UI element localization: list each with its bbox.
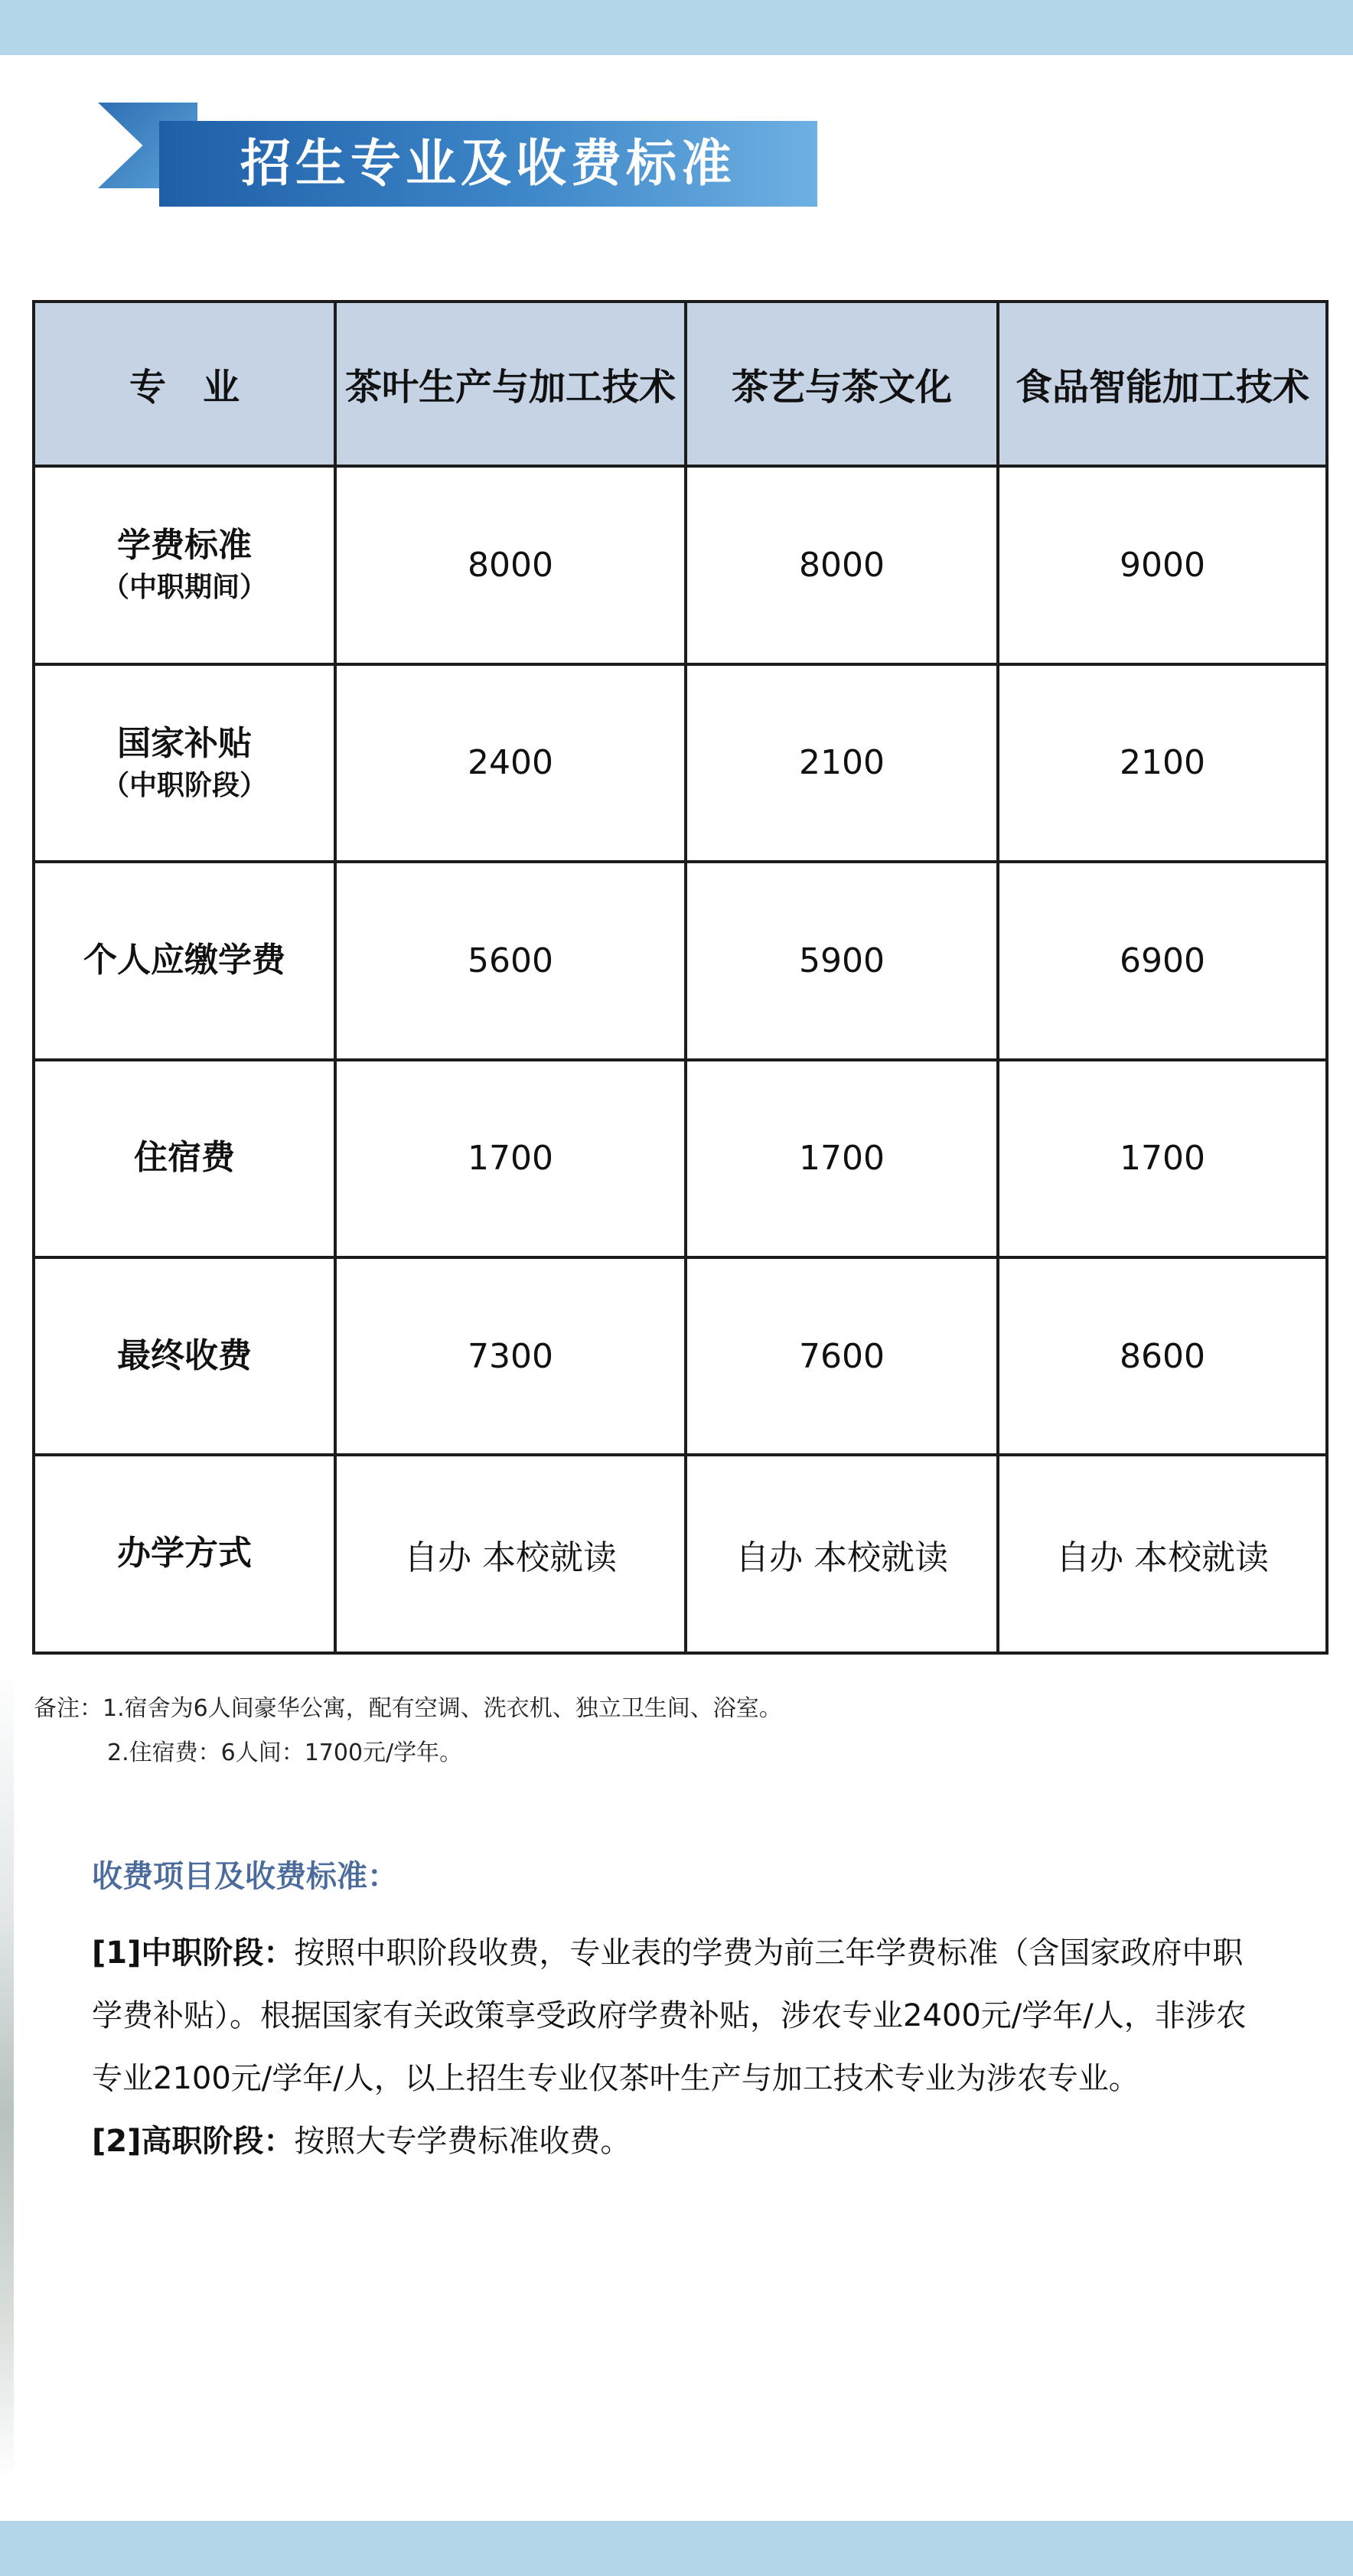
note-line-1: 备注：1.宿舍为6人间豪华公寓，配有空调、洗衣机、独立卫生间、浴室。	[34, 1695, 782, 1722]
header-column-tea-art: 茶艺与茶文化	[686, 302, 998, 466]
row-label-sub: （中职阶段）	[101, 769, 267, 801]
table-cell: 2100	[686, 664, 998, 862]
row-label-final-fee: 最终收费	[34, 1257, 335, 1455]
table-cell: 自办 本校就读	[686, 1455, 998, 1653]
table-cell: 5600	[335, 862, 686, 1059]
row-label-text: 国家补贴	[117, 723, 252, 763]
table-cell: 1700	[335, 1060, 686, 1257]
notes	[34, 1687, 782, 1775]
fee-item-text: 按照大专学费标准收费。	[294, 2124, 631, 2159]
table-cell: 自办 本校就读	[998, 1455, 1327, 1653]
page-title: 招生专业及收费标准	[240, 134, 736, 193]
table-cell: 2100	[998, 664, 1327, 862]
title-banner	[98, 103, 817, 207]
table-row	[34, 1455, 1327, 1653]
table-row	[34, 1060, 1327, 1257]
table-row	[34, 1257, 1327, 1455]
fee-item-lead: [2]高职阶段：	[92, 2124, 295, 2159]
bottom-band	[0, 2521, 1353, 2576]
fee-section-heading: 收费项目及收费标准：	[92, 1859, 398, 1894]
table-cell: 自办 本校就读	[335, 1455, 686, 1653]
table-row	[34, 664, 1327, 862]
table-row	[34, 466, 1327, 664]
header-column-food-processing: 食品智能加工技术	[998, 302, 1327, 466]
table-cell: 2400	[335, 664, 686, 862]
table-cell: 7600	[686, 1257, 998, 1455]
header-major-label: 专 业	[34, 302, 335, 466]
table-row	[34, 862, 1327, 1059]
table-cell: 1700	[686, 1060, 998, 1257]
background-photo-edge	[0, 1668, 14, 2480]
row-label-personal-tuition: 个人应缴学费	[34, 862, 335, 1059]
note-line-2: 2.住宿费：6人间：1700元/学年。	[107, 1740, 463, 1766]
row-label-text: 学费标准	[117, 526, 252, 566]
fee-section	[92, 1852, 1263, 2173]
table-cell: 5900	[686, 862, 998, 1059]
table-cell: 8600	[998, 1257, 1327, 1455]
table-cell: 1700	[998, 1060, 1327, 1257]
fee-item-lead: [1]中职阶段：	[92, 1935, 295, 1971]
table-cell: 7300	[335, 1257, 686, 1455]
table-cell: 8000	[686, 466, 998, 664]
row-label-dorm-fee: 住宿费	[34, 1060, 335, 1257]
top-band	[0, 0, 1353, 55]
table-header-row	[34, 302, 1327, 466]
fee-item-higher	[92, 2110, 1263, 2173]
row-label-subsidy	[34, 664, 335, 862]
row-label-sub: （中职期间）	[101, 572, 267, 604]
table-cell: 9000	[998, 466, 1327, 664]
fee-item-text: 按照中职阶段收费，专业表的学费为前三年学费标准（含国家政府中职学费补贴）。根据国家有关政策享受政府学费补贴，涉农专业2400元/学年/人，非涉农专业2100元/学年/人，以上招生专业仅茶叶生产与加工技术专业为涉农专业。	[92, 1935, 1247, 2096]
table-cell: 6900	[998, 862, 1327, 1059]
fee-item-secondary	[92, 1922, 1263, 2110]
row-label-school-mode: 办学方式	[34, 1455, 335, 1653]
row-label-tuition	[34, 466, 335, 664]
table-cell: 8000	[335, 466, 686, 664]
fee-table	[32, 300, 1329, 1655]
header-column-tea-production: 茶叶生产与加工技术	[335, 302, 686, 466]
